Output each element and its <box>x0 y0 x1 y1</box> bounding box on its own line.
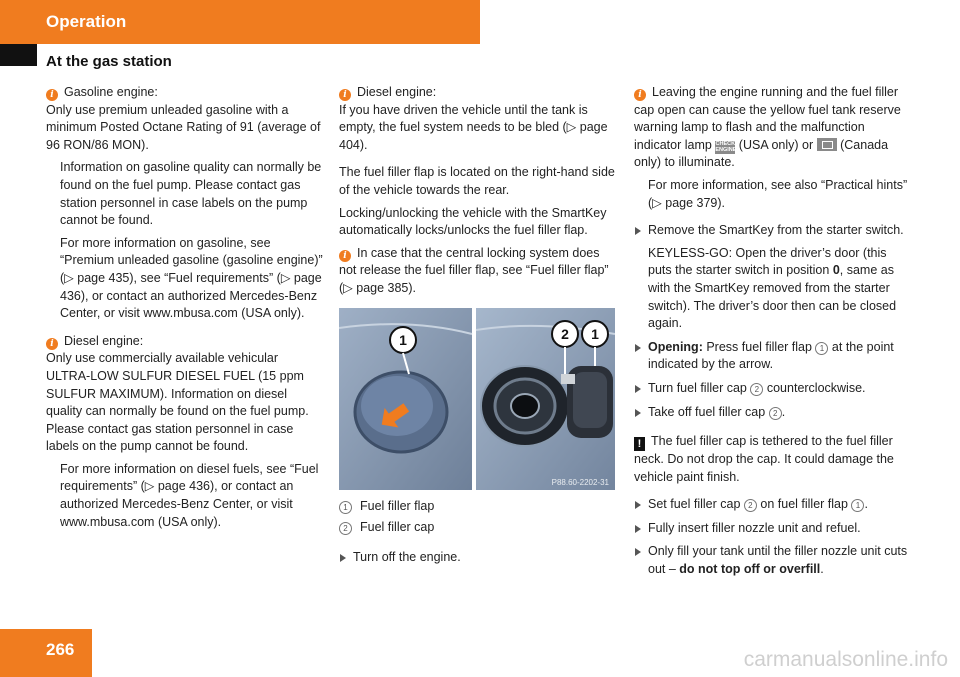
step-turn-off-engine: Turn off the engine. <box>339 549 617 567</box>
lock-text: Locking/unlocking the vehicle with the SmartKey automatically locks/unlocks the fuel filler flap. <box>339 205 607 238</box>
step-arrow-icon <box>635 525 641 533</box>
legend-label: Fuel filler cap <box>360 520 435 535</box>
step-arrow-icon <box>635 501 641 509</box>
step-turn-cap: Turn fuel filler cap 2 counterclockwise. <box>634 380 912 398</box>
info-central-locking <box>339 245 617 298</box>
legend-item-1 <box>339 498 617 516</box>
step-opening: Opening: Press fuel filler flap 1 at the point indicated by the arrow. <box>634 339 912 374</box>
diesel-p2: For more information on diesel fuels, see “Fuel requirements” (▷ page 436), or contact an authorized Mercedes-Benz Center, or visit www.mbusa.com (USA only). <box>60 461 319 529</box>
step-fill-tank: Only fill your tank until the filler nozzle unit cuts out – do not top off or overfill. <box>634 543 912 578</box>
info-gasoline <box>46 84 324 323</box>
diesel-bleed-text: If you have driven the vehicle until the tank is empty, the fuel system needs to be bled (▷ page 404). <box>339 102 608 152</box>
svg-text:2: 2 <box>561 325 569 342</box>
diesel-title-2: Diesel engine: <box>357 85 437 99</box>
gasoline-title: Gasoline engine: <box>64 85 158 99</box>
step-take-off-cap: Take off fuel filler cap 2 . <box>634 404 912 422</box>
engine-lamp-canada-icon <box>817 138 837 151</box>
step-arrow-icon <box>635 548 641 556</box>
legend-label: Fuel filler flap <box>360 498 435 513</box>
step-arrow-icon <box>635 409 641 417</box>
column-3 <box>634 84 912 585</box>
column-2 <box>339 84 617 572</box>
step-arrow-icon <box>340 554 346 562</box>
step-set-cap: Set fuel filler cap 2 on fuel filler flap 1 . <box>634 496 912 514</box>
info-icon: i <box>46 338 58 350</box>
legend-item-2 <box>339 519 617 537</box>
header-marker <box>0 44 37 66</box>
practical-hints-text: For more information, see also “Practical hints” (▷ page 379). <box>648 177 908 210</box>
fuel-filler-illustration <box>339 308 615 490</box>
central-locking-text: In case that the central locking system does not release the fuel filler flap, see “Fuel filler flap” (▷ page 385). <box>339 245 609 295</box>
page-subtitle: At the gas station <box>46 53 172 70</box>
info-engine-running: i Leaving the engine running and the fuel filler cap open can cause the yellow fuel tank reserve warning lamp to flash and the malfunction indicator lamp CHECK ENGINE (USA only) or (Canada only) to illuminate. For more information, see also “Practical hints” (▷ page 379). <box>634 84 912 212</box>
section-title: Operation <box>46 12 127 31</box>
figure-code: P88.60-2202-31 <box>551 477 609 487</box>
svg-text:1: 1 <box>399 331 407 348</box>
info-icon: i <box>46 89 58 101</box>
gasoline-p1: Only use premium unleaded gasoline with a minimum Posted Octane Rating of 91 (average of 96 RON/86 MON). <box>46 102 321 152</box>
info-icon: i <box>339 89 351 101</box>
info-icon: i <box>339 250 351 262</box>
column-1 <box>46 84 324 541</box>
check-engine-icon: CHECK ENGINE <box>715 140 737 153</box>
warning-icon: ! <box>634 437 645 451</box>
step-insert-nozzle: Fully insert filler nozzle unit and refuel. <box>634 520 912 538</box>
step-remove-smartkey: Remove the SmartKey from the starter switch. KEYLESS-GO: Open the driver’s door (this puts the starter switch in position 0, same as with the SmartKey removed from the starter switch). The driver’s door then can be closed again. <box>634 222 912 333</box>
info-diesel-bleed <box>339 84 617 154</box>
page-number: 266 <box>46 640 75 659</box>
fuel-filler-figure <box>339 308 615 490</box>
warning-note: ! The fuel filler cap is tethered to the fuel filler neck. Do not drop the cap. It could damage the vehicle paint finish. <box>634 434 894 484</box>
gasoline-p2: Information on gasoline quality can normally be found on the fuel pump. Please contact gas station personnel in case labels on the pump cannot be found. <box>60 160 322 228</box>
gasoline-p3: For more information on gasoline, see “Premium unleaded gasoline (gasoline engine)” (▷ page 435), see “Fuel requirements” (▷ page 436), or contact an authorized Mercedes-Benz Center, or visit www.mbusa.com (USA only). <box>60 235 323 321</box>
flap-location-text: The fuel filler flap is located on the right-hand side of the vehicle towards the rear. <box>339 165 615 197</box>
step-arrow-icon <box>635 385 641 393</box>
callout-num: 1 <box>339 501 352 514</box>
info-diesel <box>46 333 324 532</box>
keyless-go-text: KEYLESS-GO: Open the driver’s door (this puts the starter switch in position 0, same as with the SmartKey removed from the starter switch). The driver’s door then can be closed again. <box>648 245 897 331</box>
step-arrow-icon <box>635 344 641 352</box>
svg-text:1: 1 <box>591 325 599 342</box>
diesel-title: Diesel engine: <box>64 333 144 348</box>
callout-num: 2 <box>339 522 352 535</box>
watermark: carmanualsonline.info <box>743 648 948 671</box>
info-icon: i <box>634 89 646 101</box>
step-arrow-icon <box>635 227 641 235</box>
diesel-p1: Only use commercially available vehicular ULTRA-LOW SULFUR DIESEL FUEL (15 ppm SULFUR MAXIMUM). Information on diesel quality can normally be found on the fuel pump. Please contact gas station personnel in case labels on the pump cannot be found. <box>46 351 309 454</box>
